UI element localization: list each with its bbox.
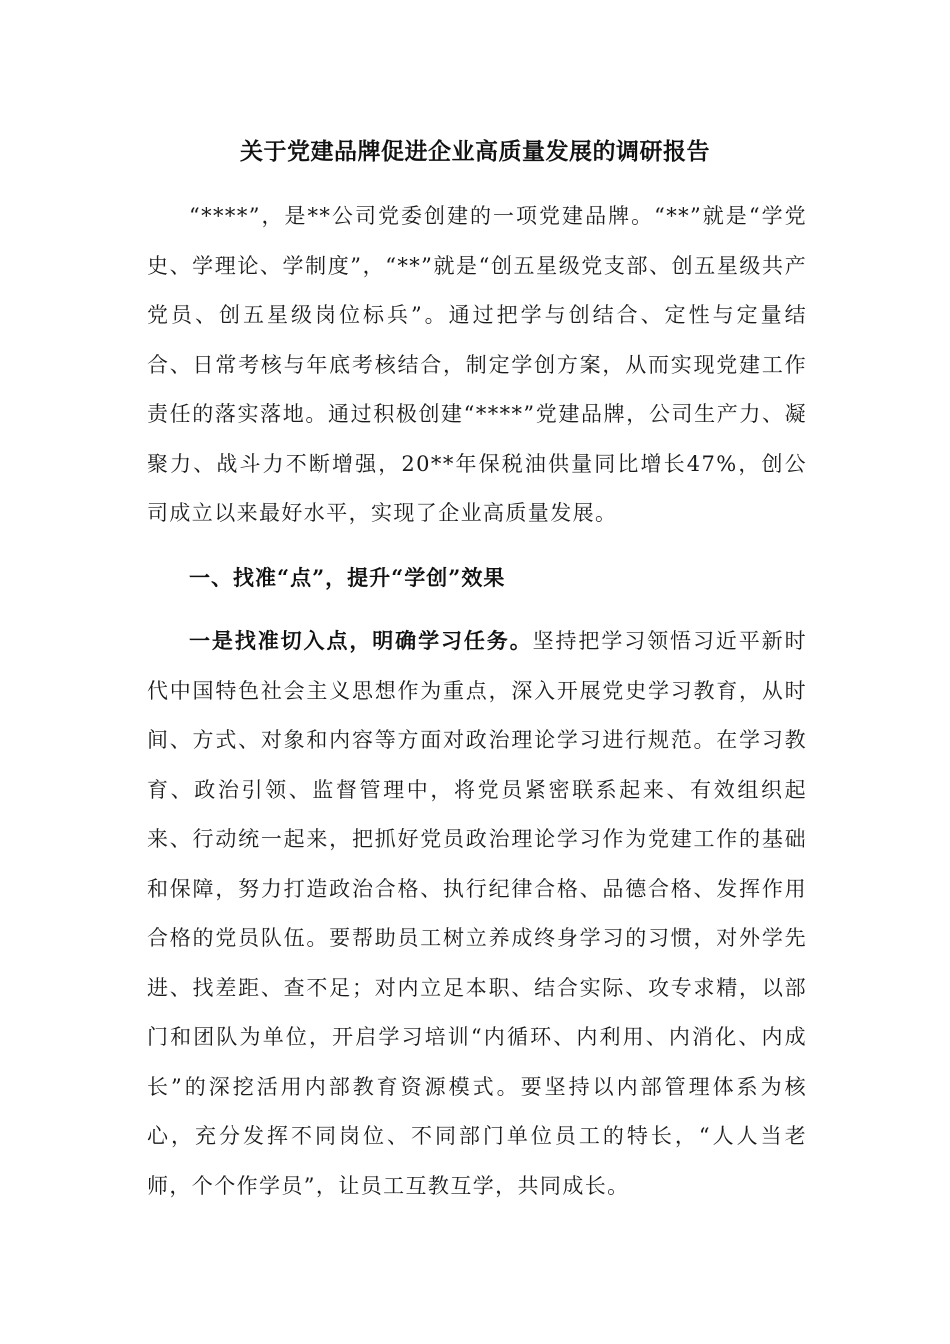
- section-heading: 一、找准“点”，提升“学创”效果: [189, 565, 506, 590]
- paragraph-lead-text: 一是找准切入点，明确学习任务。: [189, 628, 533, 653]
- intro-paragraph: “****”，是**公司党委创建的一项党建品牌。“**”就是“学党史、学理论、学制度”，“**”就是“创五星级党支部、创五星级共产党员、创五星级岗位标兵”。通过把学与创结合、定性与定量结合、日常考核与年底考核结合，制定学创方案，从而实现党建工作责任的落实落地。通过积极创建“****”党建品牌，公司生产力、凝聚力、战斗力不断增强，20**年保税油供量同比增长47%，创公司成立以来最好水平，实现了企业高质量发展。: [147, 204, 807, 525]
- paragraph-body-text: 坚持把学习领悟习近平新时代中国特色社会主义思想作为重点，深入开展党史学习教育，从时间、方式、对象和内容等方面对政治理论学习进行规范。在学习教育、政治引领、监督管理中，将党员紧密联系起来、有效组织起来、行动统一起来，把抓好党员政治理论学习作为党建工作的基础和保障，努力打造政治合格、执行纪律合格、品德合格、发挥作用合格的党员队伍。要帮助员工树立养成终身学习的习惯，对外学先进、找差距、查不足；对内立足本职、结合实际、攻专求精，以部门和团队为单位，开启学习培训“内循环、内利用、内消化、内成长”的深挖活用内部教育资源模式。要坚持以内部管理体系为核心，充分发挥不同岗位、不同部门单位员工的特长，“人人当老师，个个作学员”，让员工互教互学，共同成长。: [147, 629, 807, 1198]
- body-paragraph: [147, 616, 807, 1211]
- document-title: 关于党建品牌促进企业高质量发展的调研报告: [240, 138, 710, 165]
